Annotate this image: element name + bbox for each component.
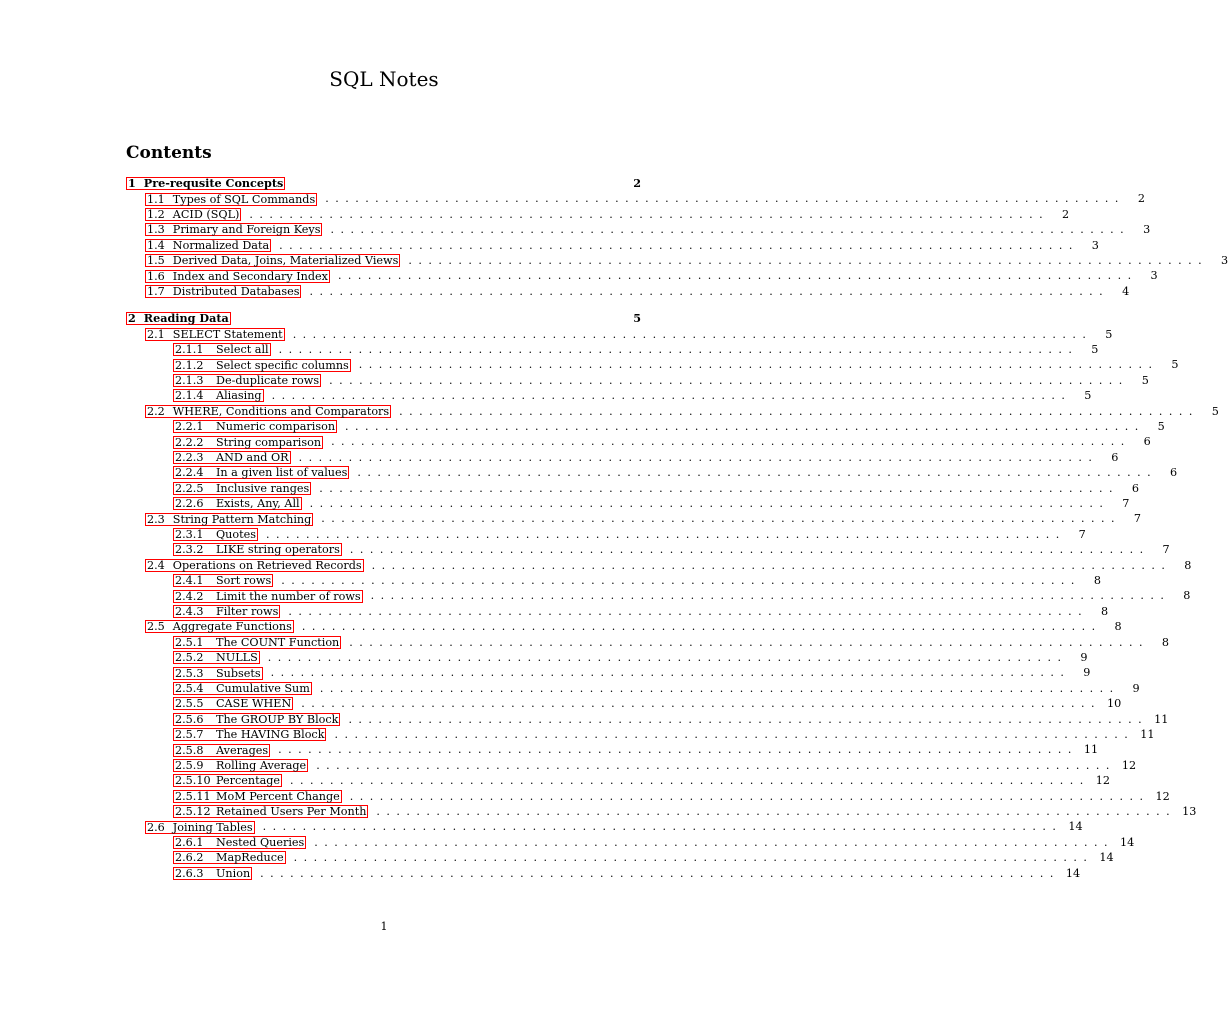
toc-entry [173, 665, 1091, 680]
toc-entry [145, 619, 1122, 634]
toc-entry-number: 2.5 [147, 620, 165, 634]
toc-entry-title: Rolling Average [216, 758, 307, 772]
toc-entry-page: 6 [1143, 435, 1151, 449]
toc-link[interactable] [145, 270, 330, 283]
toc-entry-number: 2.6.2 [175, 851, 204, 865]
toc-entry-page: 5 [1105, 327, 1113, 341]
toc-entry [145, 819, 1083, 834]
toc-entry-number: 2.2.2 [175, 435, 204, 449]
toc-entry-number: 2.1.4 [175, 389, 204, 403]
toc-entry-title: Types of SQL Commands [172, 192, 316, 206]
toc-link[interactable] [145, 559, 364, 572]
toc-entry [145, 253, 1228, 268]
toc-dot-leader: ................................................................................ [319, 481, 1119, 495]
toc-link[interactable] [173, 836, 306, 849]
toc-link[interactable] [145, 208, 241, 221]
toc-entry-page: 5 [633, 311, 641, 326]
toc-entry-number: 1.5 [147, 254, 165, 268]
toc-dot-leader: ................................................................................ [329, 373, 1129, 387]
toc-entry [145, 222, 1151, 237]
toc-entry-number: 2.5.3 [175, 666, 204, 680]
toc-entry-title: Quotes [216, 527, 256, 541]
toc-dot-leader: ................................................................................ [278, 743, 1078, 757]
toc-entry-page: 3 [1091, 238, 1099, 252]
toc-entry-title: Joining Tables [172, 820, 253, 834]
toc-link[interactable] [173, 482, 311, 495]
toc-dot-leader: ................................................................................ [321, 512, 1121, 526]
toc-dot-leader: ................................................................................ [309, 284, 1110, 298]
toc-entry-title: Pre-requsite Concepts [143, 176, 284, 191]
document-title: SQL Notes [329, 67, 439, 91]
toc-entry-title: Cumulative Sum [216, 681, 310, 695]
toc-link[interactable] [173, 713, 340, 726]
toc-dot-leader: ................................................................................ [370, 589, 1171, 603]
toc-entry-number: 2.2.6 [175, 497, 204, 511]
toc-dot-leader: ................................................................................ [376, 805, 1177, 818]
toc-entry-title: The GROUP BY Block [216, 712, 339, 726]
toc-link[interactable] [173, 528, 258, 541]
toc-entry-page: 12 [1095, 774, 1111, 788]
toc-entry-number: 2.5.10 [175, 774, 211, 788]
toc-entry [173, 357, 1179, 372]
toc-entry-page: 8 [1161, 635, 1169, 649]
toc-entry-title: De-duplicate rows [216, 373, 320, 387]
toc-entry-number: 2.1 [147, 327, 165, 341]
toc-entry-number: 1 [128, 176, 136, 191]
toc-dot-leader: ................................................................................ [316, 758, 1116, 772]
toc-entry-title: Percentage [216, 774, 281, 788]
toc-entry [173, 742, 1099, 757]
toc-entry-page: 2 [633, 176, 641, 190]
toc-entry-title: String comparison [216, 435, 322, 449]
toc-entry-number: 2.4.1 [175, 574, 204, 588]
toc-entry-number: 2.5.12 [175, 805, 211, 819]
toc-entry-title: MoM Percent Change [216, 789, 340, 803]
toc-entry [173, 758, 1137, 773]
toc-entry [173, 789, 1170, 804]
toc-link[interactable] [173, 805, 368, 818]
toc-dot-leader: ................................................................................ [271, 389, 1072, 403]
toc-entry-page: 12 [1121, 758, 1137, 772]
toc-entry-page: 9 [1080, 651, 1088, 664]
toc-entry-title: Retained Users Per Month [216, 805, 367, 819]
toc-entry-title: Limit the number of rows [216, 589, 361, 603]
toc-dot-leader: ................................................................................ [267, 651, 1068, 664]
toc-dot-leader: ................................................................................ [349, 789, 1150, 803]
toc-entry [145, 284, 1130, 299]
toc-entry-number: 2.6 [147, 820, 165, 834]
toc-entry-title: Filter rows [216, 604, 279, 618]
toc-entry-page: 2 [1062, 207, 1070, 221]
toc-entry [145, 238, 1099, 253]
toc-entry-title: Aliasing [216, 389, 262, 403]
toc-dot-leader: ................................................................................ [265, 527, 1066, 541]
toc-entry-title: Exists, Any, All [216, 497, 300, 511]
toc-entry-number: 1.2 [147, 207, 165, 221]
toc-link[interactable] [173, 590, 363, 603]
toc-entry-page: 8 [1114, 620, 1122, 634]
toc-link[interactable] [173, 697, 293, 710]
toc-entry [173, 866, 1081, 881]
toc-link[interactable] [145, 821, 255, 834]
toc-entry-number: 2.2.4 [175, 466, 204, 480]
toc-entry-title: ACID (SQL) [172, 207, 240, 221]
toc-entry [173, 373, 1149, 388]
toc-dot-leader: ................................................................................ [301, 620, 1102, 634]
toc-entry [145, 327, 1113, 342]
toc-entry [173, 419, 1165, 434]
toc-entry-page: 10 [1106, 697, 1122, 711]
toc-entry-number: 1.3 [147, 223, 165, 237]
toc-link[interactable] [145, 285, 301, 298]
toc-entry [173, 573, 1101, 588]
toc-entry [145, 191, 1145, 206]
toc-entry [173, 804, 1197, 819]
toc-entry-page: 7 [1162, 543, 1170, 557]
toc-entry-title: SELECT Statement [172, 327, 283, 341]
toc-entry-number: 2.5.1 [175, 635, 204, 649]
toc-entry [173, 450, 1119, 465]
toc-entry-number: 2.4 [147, 558, 165, 572]
toc-dot-leader: ................................................................................ [349, 635, 1149, 649]
toc-link[interactable] [173, 744, 270, 757]
toc-link[interactable] [173, 574, 273, 587]
toc-entry-number: 2.5.11 [175, 789, 211, 803]
toc-entry-number: 2.5.7 [175, 728, 204, 742]
toc-entry-page: 3 [1220, 254, 1228, 267]
toc-entry-number: 2.3.1 [175, 527, 204, 541]
toc-entry-page: 11 [1140, 728, 1155, 741]
toc-link[interactable] [173, 774, 282, 787]
toc-entry-page: 8 [1184, 558, 1192, 572]
toc-entry-title: Operations on Retrieved Records [172, 558, 362, 572]
toc-entry-page: 5 [1141, 373, 1149, 387]
toc-dot-leader: ................................................................................ [349, 543, 1150, 557]
toc-link[interactable] [173, 466, 349, 479]
toc-dot-leader: ................................................................................ [298, 450, 1099, 464]
toc-link[interactable] [173, 867, 252, 880]
toc-entry-title: Subsets [216, 666, 261, 680]
toc-dot-leader: ................................................................................ [292, 327, 1093, 341]
toc-entry-page: 12 [1155, 789, 1170, 803]
toc-entry-page: 14 [1120, 835, 1135, 849]
toc-link[interactable] [173, 667, 263, 680]
toc-entry-number: 2.4.3 [175, 604, 204, 618]
toc-entry-number: 2.4.2 [175, 589, 204, 603]
toc-entry-title: WHERE, Conditions and Comparators [172, 404, 390, 418]
toc-entry-page: 7 [1133, 512, 1141, 526]
toc-entry-number: 1.4 [147, 238, 165, 252]
toc-dot-leader: ................................................................................ [337, 269, 1138, 283]
toc-link[interactable] [173, 636, 341, 649]
toc-entry-number: 2 [128, 311, 136, 326]
toc-entry-title: Primary and Foreign Keys [172, 223, 321, 237]
toc-entry-number: 1.7 [147, 284, 165, 298]
toc-entry-page: 3 [1150, 269, 1158, 283]
toc-dot-leader: ................................................................................ [348, 712, 1149, 726]
toc-entry-page: 9 [1132, 681, 1140, 695]
toc-link[interactable] [145, 254, 400, 267]
toc-entry [173, 727, 1155, 742]
toc-entry [173, 696, 1122, 711]
toc-link[interactable] [173, 605, 280, 618]
toc-entry-number: 2.2.1 [175, 420, 204, 434]
toc-entry [126, 311, 641, 326]
toc-entry [173, 681, 1140, 696]
toc-dot-leader: ................................................................................ [334, 728, 1135, 741]
toc-entry-number: 2.5.2 [175, 651, 204, 665]
toc-entry-number: 2.6.3 [175, 866, 204, 880]
toc-entry [173, 481, 1139, 496]
toc-entry-page: 13 [1182, 805, 1197, 818]
toc-entry-page: 4 [1122, 284, 1130, 298]
toc-entry [173, 650, 1088, 665]
toc-entry-number: 2.5.4 [175, 681, 204, 695]
toc-link[interactable] [173, 436, 323, 449]
toc-entry-title: Distributed Databases [172, 284, 300, 298]
toc-entry-title: Select specific columns [216, 358, 349, 372]
toc-link[interactable] [173, 759, 308, 772]
toc-entry [173, 542, 1170, 557]
toc-entry-title: NULLS [216, 651, 258, 665]
toc-entry [173, 527, 1086, 542]
toc-entry-title: In a given list of values [216, 466, 348, 480]
toc-entry-title: Averages [216, 743, 269, 757]
toc-entry [145, 268, 1158, 283]
toc-entry-number: 2.5.9 [175, 758, 204, 772]
toc-dot-leader: ................................................................................ [262, 820, 1063, 834]
toc-link[interactable] [173, 420, 337, 433]
toc-entry-title: The COUNT Function [216, 635, 340, 649]
toc-entry-number: 1.6 [147, 269, 165, 283]
toc-dot-leader: ................................................................................ [301, 697, 1101, 711]
toc-entry [173, 434, 1151, 449]
toc-entry-page: 11 [1154, 712, 1169, 726]
toc-link[interactable] [173, 790, 342, 803]
toc-dot-leader: ................................................................................ [278, 343, 1079, 356]
toc-dot-leader: ................................................................................ [290, 774, 1090, 788]
toc-link[interactable] [145, 193, 317, 206]
toc-dot-leader: ................................................................................ [293, 851, 1094, 865]
toc-entry-page: 11 [1083, 743, 1099, 757]
toc-link[interactable] [145, 239, 271, 252]
page-number: 1 [380, 920, 388, 933]
toc-entry [173, 342, 1099, 357]
toc-entry-page: 9 [1083, 666, 1091, 680]
toc-entry-number: 1.1 [147, 192, 165, 206]
toc-entry [173, 465, 1178, 480]
contents-heading: Contents [126, 143, 212, 163]
toc-dot-leader: ................................................................................ [270, 666, 1071, 680]
toc-entry-page: 6 [1111, 450, 1119, 464]
toc-dot-leader: ................................................................................ [399, 404, 1199, 418]
toc-entry-page: 7 [1078, 527, 1086, 541]
toc-link[interactable] [173, 682, 312, 695]
toc-entry-title: LIKE string operators [216, 543, 340, 557]
toc-entry-number: 2.5.6 [175, 712, 204, 726]
toc-entry-title: Select all [216, 343, 269, 357]
toc-entry-title: Union [216, 866, 251, 880]
toc-entry [126, 176, 641, 191]
toc-entry [173, 835, 1135, 850]
toc-entry-number: 2.6.1 [175, 835, 204, 849]
toc-link[interactable] [145, 223, 322, 236]
toc-link[interactable] [173, 543, 342, 556]
toc-dot-leader: ................................................................................ [408, 254, 1209, 267]
toc-entry-page: 8 [1183, 589, 1191, 603]
toc-dot-leader: ................................................................................ [309, 497, 1110, 510]
toc-entry-number: 2.1.2 [175, 358, 204, 372]
toc-dot-leader: ................................................................................ [279, 238, 1079, 252]
toc-entry [145, 511, 1141, 526]
toc-link[interactable] [173, 359, 351, 372]
toc-link[interactable] [173, 651, 260, 664]
toc-entry-number: 2.2.5 [175, 481, 204, 495]
toc-dot-leader: ................................................................................ [357, 466, 1158, 480]
toc-entry [145, 404, 1219, 419]
toc-link[interactable] [126, 177, 285, 190]
toc-dot-leader: ................................................................................ [325, 192, 1125, 206]
toc-entry-title: AND and OR [216, 450, 289, 464]
toc-entry [173, 604, 1109, 619]
toc-link[interactable] [173, 851, 286, 864]
toc-entry-page: 2 [1137, 192, 1145, 206]
toc-link[interactable] [173, 389, 264, 402]
toc-link[interactable] [126, 312, 231, 325]
toc-entry-title: Numeric comparison [216, 420, 336, 434]
toc-link[interactable] [173, 728, 326, 741]
toc-entry-page: 5 [1157, 420, 1165, 433]
toc-entry-number: 2.5.8 [175, 743, 204, 757]
toc-entry-page: 8 [1093, 574, 1101, 587]
toc-dot-leader: ................................................................................ [331, 435, 1131, 449]
toc-entry-page: 6 [1131, 481, 1139, 495]
toc-entry-page: 6 [1169, 466, 1178, 480]
toc-entry-number: 2.1.3 [175, 373, 204, 387]
toc-dot-leader: ................................................................................ [281, 574, 1081, 587]
toc-entry-page: 5 [1211, 404, 1219, 418]
toc-dot-leader: ................................................................................ [345, 420, 1145, 433]
toc-entry [145, 558, 1192, 573]
toc-entry-page: 14 [1068, 820, 1083, 834]
toc-link[interactable] [173, 343, 271, 356]
toc-entry-number: 2.5.5 [175, 697, 204, 711]
toc-entry [173, 388, 1092, 403]
toc-entry [173, 773, 1111, 788]
toc-entry-page: 14 [1099, 851, 1114, 865]
toc-link[interactable] [173, 374, 321, 387]
toc-link[interactable] [145, 328, 285, 341]
toc-entry-title: CASE WHEN [216, 697, 292, 711]
toc-entry-title: The HAVING Block [216, 728, 325, 742]
toc-entry-number: 2.3 [147, 512, 165, 526]
toc-entry [173, 635, 1169, 650]
toc-link[interactable] [145, 620, 294, 633]
toc-entry [173, 712, 1169, 727]
toc-entry-page: 7 [1122, 497, 1130, 510]
toc-entry-page: 8 [1100, 604, 1109, 618]
toc-entry-page: 3 [1143, 223, 1151, 237]
toc-entry-title: MapReduce [216, 851, 284, 865]
toc-entry [173, 496, 1130, 511]
toc-entry [173, 850, 1114, 865]
toc-entry-title: Aggregate Functions [172, 620, 292, 634]
toc-entry-number: 2.3.2 [175, 543, 204, 557]
toc-entry-page: 14 [1065, 866, 1081, 880]
toc-entry-page: 5 [1091, 343, 1099, 356]
toc-entry-number: 2.1.1 [175, 343, 204, 357]
toc-entry-title: Nested Queries [216, 835, 305, 849]
toc-entry-title: Index and Secondary Index [172, 269, 328, 283]
toc-entry-title: String Pattern Matching [172, 512, 312, 526]
toc-entry-title: Derived Data, Joins, Materialized Views [172, 254, 399, 268]
toc-entry-number: 2.2.3 [175, 450, 204, 464]
toc-entry-page: 5 [1171, 358, 1179, 372]
toc-dot-leader: ................................................................................ [249, 207, 1050, 221]
toc-dot-leader: ................................................................................ [358, 358, 1159, 372]
toc-entry-title: Inclusive ranges [216, 481, 310, 495]
toc-entry-title: Normalized Data [172, 238, 270, 252]
toc-entry-title: Sort rows [216, 574, 272, 588]
toc-link[interactable] [173, 497, 302, 510]
toc-dot-leader: ................................................................................ [314, 835, 1115, 849]
toc-dot-leader: ................................................................................ [288, 604, 1089, 618]
toc-link[interactable] [145, 513, 313, 526]
toc-entry-page: 5 [1084, 389, 1092, 403]
toc-entry-number: 2.2 [147, 404, 165, 418]
toc-dot-leader: ................................................................................ [260, 866, 1060, 880]
toc-entry [173, 588, 1191, 603]
toc-link[interactable] [173, 451, 291, 464]
toc-entry [145, 207, 1070, 222]
toc-dot-leader: ................................................................................ [330, 223, 1131, 237]
toc-dot-leader: ................................................................................ [319, 681, 1120, 695]
toc-entry-title: Reading Data [143, 311, 229, 326]
toc-link[interactable] [145, 405, 391, 418]
toc-dot-leader: ................................................................................ [371, 558, 1172, 572]
